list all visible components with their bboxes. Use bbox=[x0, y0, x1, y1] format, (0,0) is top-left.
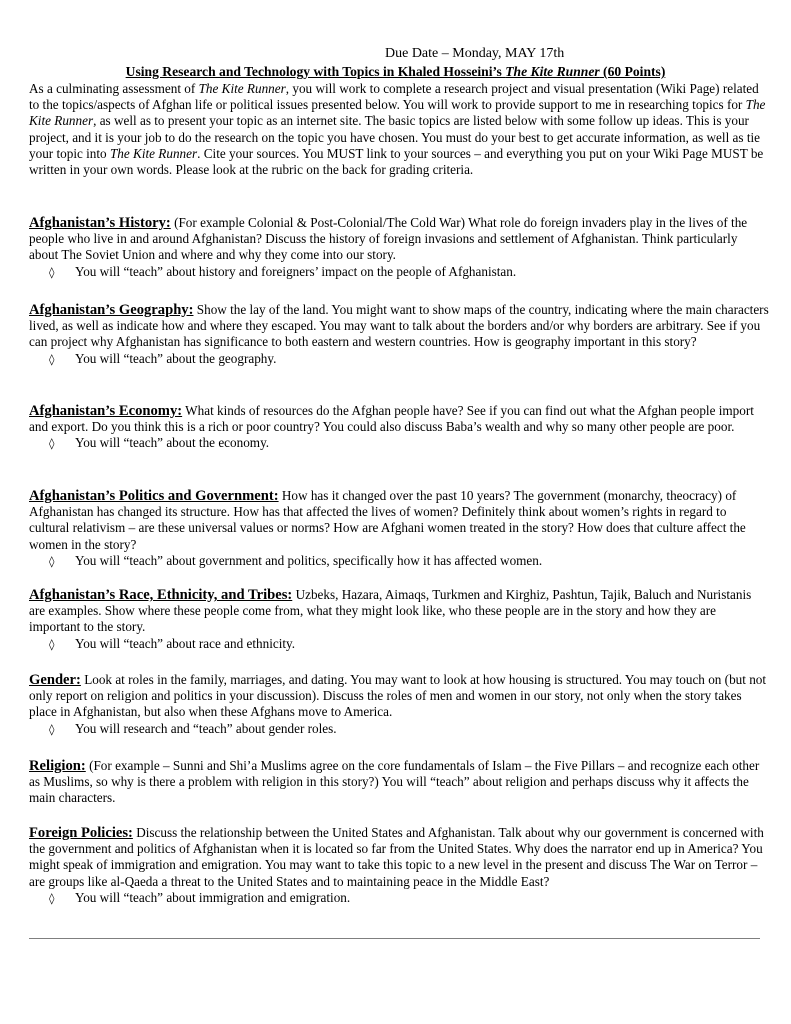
topic-bullet bbox=[29, 636, 769, 653]
diamond-bullet-icon: ◊ bbox=[49, 554, 55, 568]
topic-bullet-text: You will “teach” about the geography. bbox=[75, 350, 277, 366]
topic-bullet-text: You will “teach” about government and politics, specifically how it has affected women. bbox=[75, 552, 543, 568]
topic-bullet bbox=[29, 264, 769, 281]
diamond-bullet-icon: ◊ bbox=[49, 352, 55, 366]
title-text-before: Using Research and Technology with Topics in Khaled Hosseini’s bbox=[125, 64, 506, 79]
topic-bullet-text: You will research and “teach” about gender roles. bbox=[75, 720, 337, 736]
topic-heading: Afghanistan’s Race, Ethnicity, and Tribes: bbox=[29, 587, 293, 603]
topic-heading: Religion: bbox=[29, 758, 86, 774]
bottom-divider bbox=[29, 938, 760, 939]
topic-body: Uzbeks, Hazara, Aimaqs, Turkmen and Kirghiz, Pashtun, Tajik, Baluch and Nuristanis are examples. Show where these people come from, what they might look like, who these people are in the story and how they are important to the story. bbox=[29, 587, 752, 635]
topic-race-ethnicity bbox=[29, 587, 769, 653]
topic-gender bbox=[29, 672, 769, 738]
topic-paragraph bbox=[29, 825, 769, 890]
topic-heading: Afghanistan’s Geography: bbox=[29, 302, 194, 318]
diamond-bullet-icon: ◊ bbox=[49, 265, 55, 279]
topic-body: Discuss the relationship between the United States and Afghanistan. Talk about why our government is concerned with the government and politics of Afghanistan when it is located so far from the United States. Why does the narrator end up in America? You might speak of immigration and emigration. You may want to take this topic to a new level in the present and discuss The War on Terror – are groups like al-Qaeda a threat to the United States and to maintaining peace in the Middle East? bbox=[29, 825, 764, 889]
topic-body: (For example Colonial & Post-Colonial/The Cold War) What role do foreign invaders play in the lives of the people who live in and around Afghanistan? Discuss the history of foreign invasions and settlement of Afghanistan. Think particularly about The Soviet Union and where and why they come into our story. bbox=[29, 215, 748, 263]
topic-bullet bbox=[29, 351, 769, 368]
page-title bbox=[0, 64, 791, 80]
topic-bullet-text: You will “teach” about history and foreigners’ impact on the people of Afghanistan. bbox=[75, 263, 517, 279]
intro-part-3: , as well as to present your topic as an internet site. The basic topics are listed below with some follow up ideas. This is your project, and it is your job to do the research on the topic you have chosen. You must do your best to get accurate information, as well as tie your topic into bbox=[29, 113, 760, 161]
topic-religion bbox=[29, 758, 769, 807]
topic-foreign-policies bbox=[29, 825, 769, 907]
topic-paragraph bbox=[29, 672, 769, 721]
topic-bullet-text: You will “teach” about immigration and emigration. bbox=[75, 889, 351, 905]
topic-paragraph bbox=[29, 488, 769, 553]
topic-economy bbox=[29, 403, 769, 453]
intro-book-3: The Kite Runner bbox=[109, 145, 198, 161]
title-book: The Kite Runner bbox=[505, 64, 600, 79]
intro-part-4: . Cite your sources. You MUST link to your sources – and everything you put on your Wiki Page MUST be written in your own words. Please look at the rubric on the back for grading criteria. bbox=[29, 145, 764, 178]
diamond-bullet-icon: ◊ bbox=[49, 891, 55, 905]
topic-body: Show the lay of the land. You might want to show maps of the country, indicating where the main characters lived, as well as indicate how and where they escaped. You may want to talk about the borders and/or why borders are arbitrary. See if you can project why Afghanistan has significance to both eastern and western countries. How is geography important in this story? bbox=[29, 302, 769, 350]
topic-body: What kinds of resources do the Afghan people have? See if you can find out what the Afghan people import and export. Do you think this is a rich or poor country? You could also discuss Baba’s wealth and why so many other people are poor. bbox=[29, 403, 754, 435]
title-text-after: (60 Points) bbox=[599, 64, 666, 79]
topic-paragraph bbox=[29, 587, 769, 636]
topic-heading: Foreign Policies: bbox=[29, 825, 133, 841]
intro-paragraph bbox=[29, 81, 769, 178]
diamond-bullet-icon: ◊ bbox=[49, 437, 55, 451]
topic-paragraph bbox=[29, 403, 769, 435]
topic-body: (For example – Sunni and Shi’a Muslims agree on the core fundamentals of Islam – the Five Pillars – and recognize each other as Muslims, so why is there a problem with religion in this story?) You will “teach” about religion and perhaps discuss why it affects the main characters. bbox=[29, 758, 760, 806]
topic-bullet-text: You will “teach” about the economy. bbox=[75, 435, 270, 451]
topic-politics bbox=[29, 488, 769, 570]
topic-paragraph bbox=[29, 758, 769, 807]
diamond-bullet-icon: ◊ bbox=[49, 722, 55, 736]
topic-bullet bbox=[29, 553, 769, 570]
topic-body: Look at roles in the family, marriages, and dating. You may want to look at how housing is structured. You may touch on (but not only report on religion and politics in your discussion). Discuss the roles of men and women in our story, not only when the story takes place in Afghanistan, but also when these Afghans move to America. bbox=[29, 672, 767, 720]
due-date: Due Date – Monday, MAY 17th bbox=[385, 46, 565, 61]
topic-bullet bbox=[29, 721, 769, 738]
diamond-bullet-icon: ◊ bbox=[49, 637, 55, 651]
topic-heading: Afghanistan’s Politics and Government: bbox=[29, 488, 279, 504]
topic-bullet bbox=[29, 890, 769, 907]
topic-history bbox=[29, 215, 769, 281]
topic-paragraph bbox=[29, 215, 769, 264]
topic-heading: Afghanistan’s History: bbox=[29, 215, 171, 231]
topic-heading: Afghanistan’s Economy: bbox=[29, 403, 183, 419]
topic-bullet-text: You will “teach” about race and ethnicity. bbox=[75, 635, 296, 651]
topic-body: How has it changed over the past 10 years? The government (monarchy, theocracy) of Afghanistan has changed its structure. How has that affected the lives of women? Definitely think about women’s rights in regard to cultural relativism – are these universal values or norms? How are Afghani women treated in the story? How does that culture affect the women in the story? bbox=[29, 488, 746, 552]
topic-heading: Gender: bbox=[29, 672, 81, 688]
intro-part-1: As a culminating assessment of bbox=[29, 81, 199, 96]
topic-geography bbox=[29, 302, 769, 368]
intro-book-1: The Kite Runner bbox=[198, 81, 286, 96]
intro-part-2: , you will work to complete a research project and visual presentation (Wiki Page) related to the topics/aspects of Afghan life or political issues presented below. You will work to provide support to me in researching topics for bbox=[29, 81, 759, 113]
topic-bullet bbox=[29, 435, 769, 452]
intro-book-2: The Kite Runner bbox=[29, 97, 766, 129]
topic-paragraph bbox=[29, 302, 769, 351]
